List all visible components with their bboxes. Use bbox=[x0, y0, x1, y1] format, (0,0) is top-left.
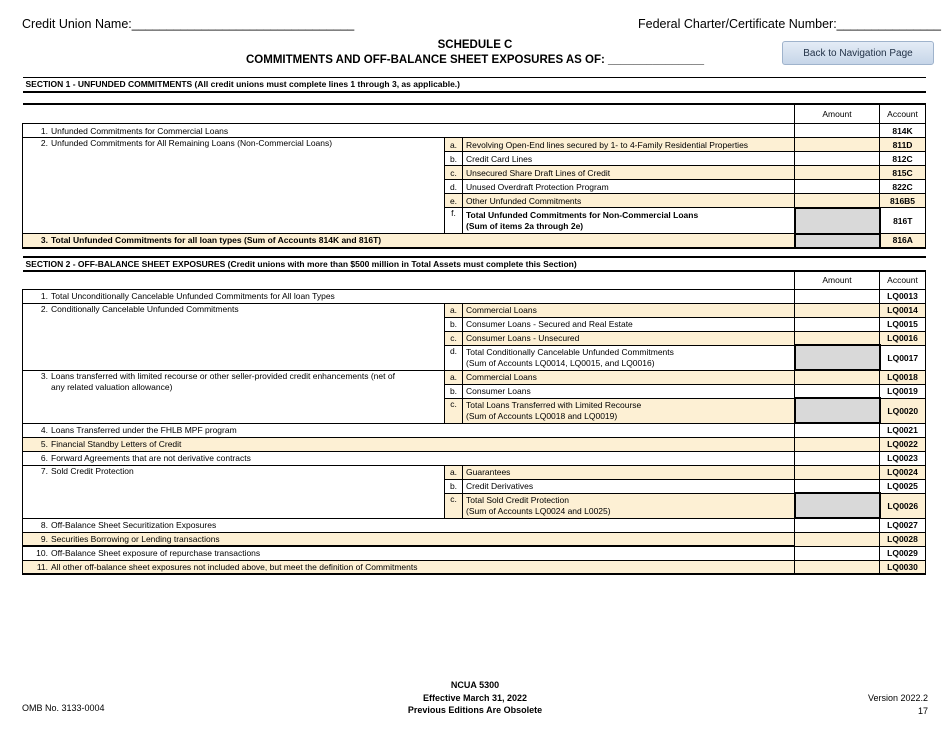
effective-date: Effective March 31, 2022 bbox=[422, 692, 528, 703]
schedule-label: SCHEDULE C bbox=[437, 39, 513, 51]
amount-header: Amount bbox=[795, 104, 880, 124]
calculated-total-cell bbox=[795, 493, 880, 518]
amount-input[interactable] bbox=[795, 138, 880, 152]
table-row: c. Consumer Loans - Unsecured LQ0016 bbox=[23, 331, 926, 345]
account-header: Account bbox=[880, 104, 926, 124]
calculated-total-cell bbox=[795, 234, 880, 248]
omb-number: OMB No. 3133-0004 bbox=[22, 703, 105, 713]
calculated-total-cell bbox=[795, 345, 880, 370]
table-row: e. Other Unfunded Commitments 816B5 bbox=[23, 194, 926, 208]
table-row: 1. Total Unconditionally Cancelable Unfunded Commitments for All loan Types LQ0013 bbox=[23, 289, 926, 303]
charter-number-field: Federal Charter/Certificate Number:_______________ bbox=[638, 17, 941, 31]
table-row: b. Credit Derivatives LQ0025 bbox=[23, 479, 926, 493]
table-row: d. Unused Overdraft Protection Program 822C bbox=[23, 180, 926, 194]
amount-input[interactable] bbox=[795, 423, 880, 437]
table-row: 10. Off-Balance Sheet exposure of repurchase transactions LQ0029 bbox=[23, 546, 926, 560]
table-row: 4. Loans Transferred under the FHLB MPF program LQ0021 bbox=[23, 423, 926, 437]
table-row: 9. Securities Borrowing or Lending transactions LQ0028 bbox=[23, 532, 926, 546]
table-row: 6. Forward Agreements that are not derivative contracts LQ0023 bbox=[23, 451, 926, 465]
amount-input[interactable] bbox=[795, 152, 880, 166]
amount-input[interactable] bbox=[795, 180, 880, 194]
version-block bbox=[868, 692, 928, 717]
amount-input[interactable] bbox=[795, 518, 880, 532]
form-name: NCUA 5300 bbox=[450, 680, 500, 690]
credit-union-name-field: Credit Union Name:________________________________ bbox=[22, 17, 355, 31]
amount-input[interactable] bbox=[795, 166, 880, 180]
section1-title: SECTION 1 - UNFUNDED COMMITMENTS (All credit unions must complete lines 1 through 3, as applicable.) bbox=[23, 78, 926, 92]
table-row: 3. Total Unfunded Commitments for all loan types (Sum of Accounts 814K and 816T) 816A bbox=[23, 234, 926, 248]
amount-input[interactable] bbox=[795, 546, 880, 560]
form-footer bbox=[375, 679, 575, 717]
page-title: COMMITMENTS AND OFF-BALANCE SHEET EXPOSURES AS OF: _______________ bbox=[246, 54, 704, 66]
amount-input[interactable] bbox=[795, 124, 880, 138]
table-row: 7. Sold Credit Protection a. Guarantees LQ0024 bbox=[23, 465, 926, 479]
table-row: 2. Conditionally Cancelable Unfunded Commitments a. Commercial Loans LQ0014 bbox=[23, 303, 926, 317]
amount-header: Amount bbox=[795, 271, 880, 289]
section2-title: SECTION 2 - OFF-BALANCE SHEET EXPOSURES (Credit unions with more than $500 million in Total Assets must complete this Section) bbox=[23, 257, 926, 271]
table-row: 5. Financial Standby Letters of Credit LQ0022 bbox=[23, 437, 926, 451]
section1-table bbox=[22, 77, 926, 249]
amount-input[interactable] bbox=[795, 194, 880, 208]
section2-table bbox=[22, 256, 926, 575]
table-row: c. Unsecured Share Draft Lines of Credit 815C bbox=[23, 166, 926, 180]
table-row: f. Total Unfunded Commitments for Non-Commercial Loans (Sum of items 2a through 2e) 816T bbox=[23, 208, 926, 234]
amount-input[interactable] bbox=[795, 303, 880, 317]
page-number: 17 bbox=[917, 705, 928, 716]
table-row: b. Consumer Loans - Secured and Real Estate LQ0015 bbox=[23, 317, 926, 331]
amount-input[interactable] bbox=[795, 465, 880, 479]
table-row: c. Total Loans Transferred with Limited Recourse (Sum of Accounts LQ0018 and LQ0019) LQ0020 bbox=[23, 398, 926, 423]
back-to-navigation-button[interactable]: Back to Navigation Page bbox=[782, 41, 934, 65]
amount-input[interactable] bbox=[795, 532, 880, 546]
version-label: Version 2022.2 bbox=[867, 693, 928, 703]
table-row: 2. Unfunded Commitments for All Remaining Loans (Non-Commercial Loans) a. Revolving Open-End lines secured by 1- to 4-Family Residential Properties 811D bbox=[23, 138, 926, 152]
table-row: b. Credit Card Lines 812C bbox=[23, 152, 926, 166]
table-row: 1. Unfunded Commitments for Commercial Loans 814K bbox=[23, 124, 926, 138]
calculated-total-cell bbox=[795, 398, 880, 423]
account-header: Account bbox=[880, 271, 926, 289]
table-row: b. Consumer Loans LQ0019 bbox=[23, 384, 926, 398]
amount-input[interactable] bbox=[795, 437, 880, 451]
table-row: 11. All other off-balance sheet exposures not included above, but meet the definition of Commitments LQ0030 bbox=[23, 560, 926, 574]
amount-input[interactable] bbox=[795, 370, 880, 384]
amount-input[interactable] bbox=[795, 317, 880, 331]
table-row: d. Total Conditionally Cancelable Unfunded Commitments (Sum of Accounts LQ0014, LQ0015, and LQ0016) LQ0017 bbox=[23, 345, 926, 370]
amount-input[interactable] bbox=[795, 384, 880, 398]
amount-input[interactable] bbox=[795, 479, 880, 493]
table-row: 3. Loans transferred with limited recourse or other seller-provided credit enhancements (net of any related valuation allowance) a. Commercial Loans LQ0018 bbox=[23, 370, 926, 384]
table-row: c. Total Sold Credit Protection (Sum of Accounts LQ0024 and L0025) LQ0026 bbox=[23, 493, 926, 518]
table-row: 8. Off-Balance Sheet Securitization Exposures LQ0027 bbox=[23, 518, 926, 532]
amount-input[interactable] bbox=[795, 289, 880, 303]
previous-editions-note: Previous Editions Are Obsolete bbox=[407, 705, 543, 715]
amount-input[interactable] bbox=[795, 560, 880, 574]
amount-input[interactable] bbox=[795, 451, 880, 465]
calculated-total-cell bbox=[795, 208, 880, 234]
amount-input[interactable] bbox=[795, 331, 880, 345]
